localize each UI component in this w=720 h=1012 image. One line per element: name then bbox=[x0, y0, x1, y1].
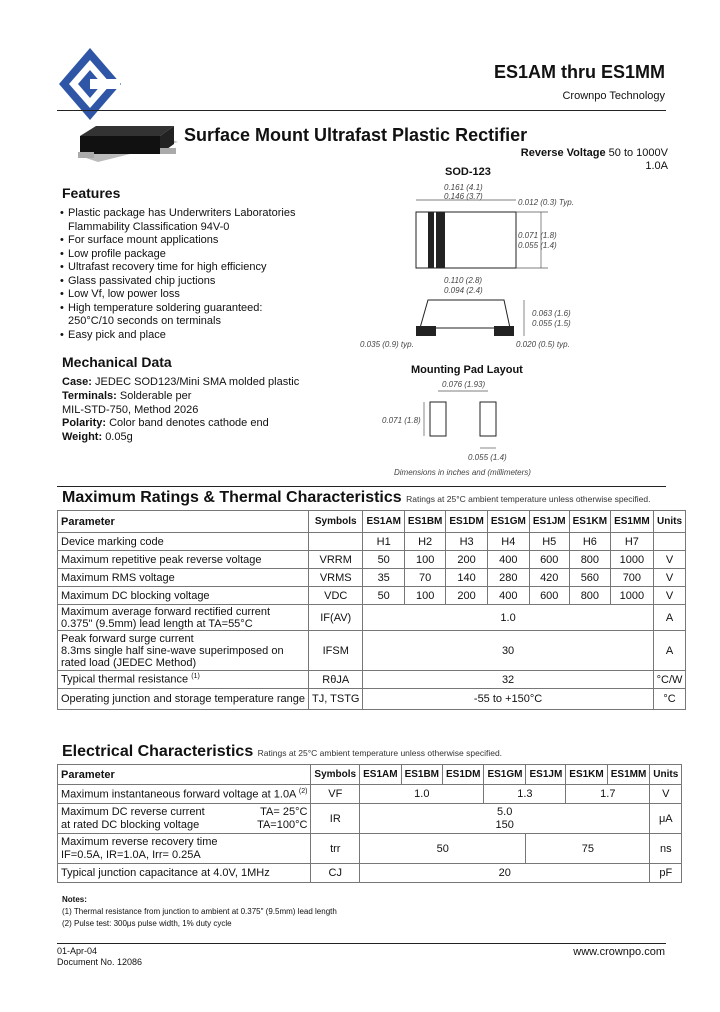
table-row: Operating junction and storage temperature range TJ, TSTG -55 to +150°C °C bbox=[58, 689, 686, 710]
dim-tab: 0.012 (0.3) Typ. bbox=[518, 198, 574, 207]
dim-lead-right: 0.020 (0.5) typ. bbox=[516, 340, 570, 349]
max-ratings-heading-row bbox=[62, 489, 650, 507]
weight-label: Weight: bbox=[62, 431, 103, 444]
feature-item: • For surface mount applications bbox=[60, 234, 219, 246]
table-row: Maximum repetitive peak reverse voltage VRRM 50 100 200 400 600 800 1000 V bbox=[58, 551, 686, 569]
electrical-heading: Electrical Characteristics bbox=[62, 743, 254, 760]
mechanical-heading: Mechanical Data bbox=[62, 354, 172, 370]
header-cell: Symbols bbox=[309, 511, 363, 533]
footer-url[interactable]: www.crownpo.com bbox=[573, 946, 665, 958]
dim-body-2: 0.094 (2.4) bbox=[444, 286, 483, 295]
header-cell: ES1MM bbox=[611, 511, 654, 533]
pad-dim-left: 0.071 (1.8) bbox=[382, 416, 421, 425]
max-ratings-table bbox=[57, 510, 686, 710]
pad-dim-top: 0.076 (1.93) bbox=[442, 380, 486, 389]
footer-left bbox=[57, 946, 142, 968]
reverse-voltage-label: Reverse Voltage bbox=[520, 147, 606, 159]
features-heading: Features bbox=[62, 185, 121, 201]
dim-height-2: 0.055 (1.4) bbox=[518, 241, 557, 250]
package-name: SOD-123 bbox=[445, 166, 491, 178]
feature-item: 250°C/10 seconds on terminals bbox=[68, 315, 221, 327]
dim-side-2: 0.055 (1.5) bbox=[532, 319, 571, 328]
terminals-label: Terminals: bbox=[62, 389, 117, 402]
part-range-title: ES1AM thru ES1MM bbox=[493, 62, 665, 82]
footer-date: 01-Apr-04 bbox=[57, 946, 98, 956]
header-cell: Units bbox=[653, 511, 686, 533]
electrical-heading-row bbox=[62, 743, 502, 761]
header-cell: ES1KM bbox=[569, 511, 610, 533]
feature-item: • Easy pick and place bbox=[60, 328, 166, 341]
terminals-value: Solderable per bbox=[119, 389, 192, 402]
section-rule bbox=[57, 486, 666, 487]
notes-heading: Notes: bbox=[62, 895, 87, 904]
terminals-value-2: MIL-STD-750, Method 2026 bbox=[62, 403, 199, 416]
component-image bbox=[78, 122, 180, 164]
dim-top: 0.161 (4.1) bbox=[444, 183, 483, 192]
pad-dim-bottom: 0.055 (1.4) bbox=[468, 453, 507, 462]
feature-item: • Ultrafast recovery time for high efficiency bbox=[60, 261, 267, 273]
case-label: Case: bbox=[62, 376, 92, 388]
table-row: Maximum DC blocking voltage VDC 50 100 200 400 600 800 1000 V bbox=[58, 587, 686, 605]
header-cell: ES1BM bbox=[401, 765, 442, 785]
polarity-value: Color band denotes cathode end bbox=[109, 417, 269, 430]
max-ratings-heading: Maximum Ratings & Thermal Characteristics bbox=[62, 489, 402, 506]
dim-height: 0.071 (1.8) bbox=[518, 231, 557, 240]
header-cell: ES1BM bbox=[404, 511, 445, 533]
note-2: (2) Pulse test: 300μs pulse width, 1% duty cycle bbox=[62, 919, 232, 928]
electrical-condition: Ratings at 25°C ambient temperature unless otherwise specified. bbox=[257, 748, 503, 758]
electrical-table bbox=[57, 764, 682, 883]
feature-item: • Low Vf, low power loss bbox=[60, 288, 180, 300]
pad-layout-title: Mounting Pad Layout bbox=[411, 364, 523, 376]
dim-top-2: 0.146 (3.7) bbox=[444, 192, 483, 201]
max-ratings-condition: Ratings at 25°C ambient temperature unless otherwise specified. bbox=[406, 494, 651, 504]
reverse-voltage-value: 50 to 1000V bbox=[608, 147, 668, 159]
dimension-note: Dimensions in inches and (millimeters) bbox=[394, 468, 531, 477]
header-cell: ES1DM bbox=[443, 765, 484, 785]
polarity-label: Polarity: bbox=[62, 417, 107, 430]
feature-item: • Glass passivated chip juctions bbox=[60, 274, 216, 287]
company-logo bbox=[55, 44, 125, 124]
header-cell: ES1AM bbox=[360, 765, 401, 785]
notes bbox=[62, 894, 337, 930]
table-row: Maximum instantaneous forward voltage at 1.0A $^{(2)}$ VF 1.0 1.3 1.7 V bbox=[58, 785, 682, 804]
header-cell: Parameter bbox=[58, 511, 309, 533]
company-name: Crownpo Technology bbox=[562, 90, 665, 102]
table-row: Maximum reverse recovery time IF=0.5A, IR=1.0A, Irr= 0.25A trr 50 75 ns bbox=[58, 834, 682, 864]
header-cell: ES1GM bbox=[484, 765, 526, 785]
product-title: Surface Mount Ultrafast Plastic Rectifier bbox=[184, 125, 528, 145]
header-cell: ES1AM bbox=[363, 511, 404, 533]
header-cell: ES1MM bbox=[607, 765, 650, 785]
header-cell: Symbols bbox=[311, 765, 360, 785]
header-cell: ES1JM bbox=[526, 765, 566, 785]
reverse-voltage-spec bbox=[521, 147, 668, 159]
table-row: Maximum RMS voltage VRMS 35 70 140 280 420 560 700 V bbox=[58, 569, 686, 587]
feature-item: • Plastic package has Underwriters Laboratories bbox=[60, 207, 296, 219]
table-row: Typical thermal resistance $^{(1)}$ RθJA 32 °C/W bbox=[58, 671, 686, 689]
table-row: Maximum DC reverse current TA= 25°C at rated DC blocking voltage TA=100°C IR 5.0 150 μA bbox=[58, 804, 682, 834]
header-rule bbox=[57, 110, 666, 111]
header-cell: Units bbox=[650, 765, 682, 785]
footer-doc-no: Document No. 12086 bbox=[57, 957, 143, 967]
table-row: Device marking code H1 H2 H3 H4 H5 H6 H7 bbox=[58, 533, 686, 551]
header-cell: ES1GM bbox=[487, 511, 529, 533]
forward-current-value: 1.0A bbox=[645, 160, 668, 172]
feature-item: Flammability Classification 94V-0 bbox=[68, 220, 230, 233]
dim-side: 0.063 (1.6) bbox=[532, 309, 571, 318]
features-list bbox=[60, 207, 360, 342]
table-row: Peak forward surge current 8.3ms single half sine-wave superimposed on rated load (JEDEC Method) IFSM 30 A bbox=[58, 631, 686, 671]
package-diagram bbox=[358, 166, 668, 486]
dim-lead-left: 0.035 (0.9) typ. bbox=[360, 340, 414, 349]
dim-body: 0.110 (2.8) bbox=[444, 276, 483, 285]
header-cell: Parameter bbox=[58, 765, 311, 785]
weight-value: 0.05g bbox=[105, 431, 133, 444]
feature-item: • Low profile package bbox=[60, 247, 166, 260]
header-cell: ES1JM bbox=[529, 511, 569, 533]
footer-rule bbox=[57, 943, 666, 944]
feature-item: • High temperature soldering guaranteed: bbox=[60, 301, 263, 314]
header-cell: ES1KM bbox=[566, 765, 607, 785]
header-cell: ES1DM bbox=[446, 511, 487, 533]
table-row: Maximum average forward rectified current 0.375" (9.5mm) lead length at TA=55°C IF(AV) 1.0 A bbox=[58, 605, 686, 631]
mechanical-data bbox=[62, 376, 362, 445]
package-drawing bbox=[358, 166, 668, 466]
table-row: Typical junction capacitance at 4.0V, 1MHz CJ 20 pF bbox=[58, 864, 682, 883]
case-value: JEDEC SOD123/Mini SMA molded plastic bbox=[95, 376, 300, 388]
note-1: (1) Thermal resistance from junction to ambient at 0.375" (9.5mm) lead length bbox=[62, 907, 337, 916]
